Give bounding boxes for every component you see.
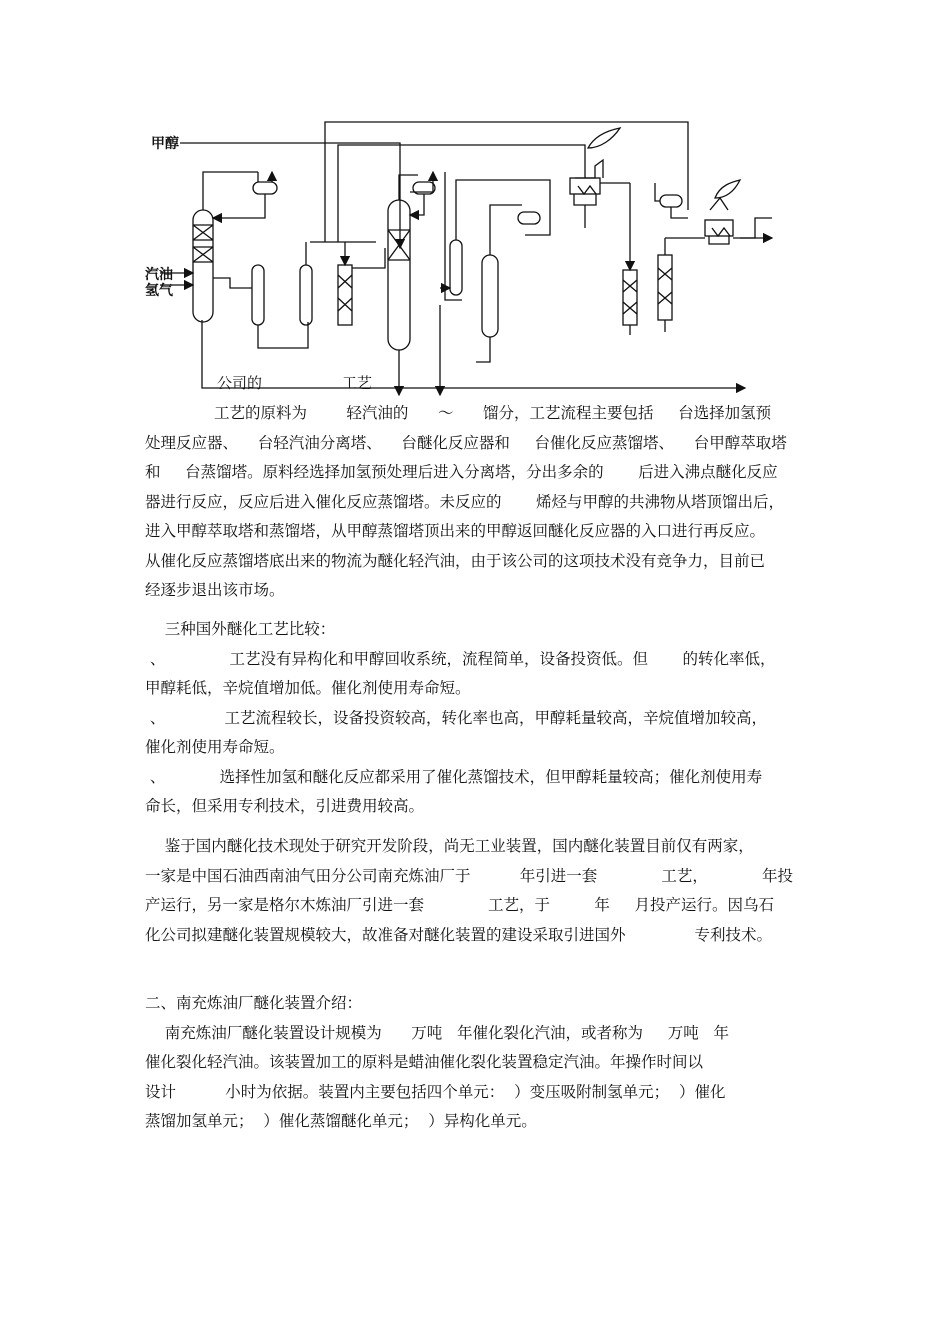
hydrogen-feed-label: 氢气 [145,283,173,299]
text-line: 和 台蒸馏塔。原料经选择加氢预处理后进入分离塔，分出多余的 后进入沸点醚化反应 [145,463,778,481]
isomerization-reactor-1 [623,270,637,325]
separator-column [252,265,264,325]
text-line: 经逐步退出该市场。 [145,581,285,599]
gasoline-feed-label: 汽油 [145,267,173,283]
text-line: 产运行，另一家是格尔木炼油厂引进一套 工艺，于 年 月投产运行。因乌石 [145,896,775,914]
comparison-title: 三种国外醚化工艺比较： [145,620,336,638]
text-line: 化公司拟建醚化装置规模较大，故准备对醚化装置的建设采取引进国外 专利技术。 [145,925,772,944]
text-line: 命长，但采用专利技术，引进费用较高。 [145,797,425,815]
diagram-caption-company: 公司的 [217,374,263,392]
text-line: 、 工艺没有异构化和甲醇回收系统，流程简单，设备投资低。但 的转化率低， [145,649,776,668]
flow-diagram-svg [140,110,780,405]
methanol-distillation-column [482,255,498,337]
text-line: 甲醇耗低，辛烷值增加低。催化剂使用寿命短。 [145,679,471,697]
furnace-2 [705,198,733,244]
process-description-paragraph [145,399,810,606]
section-2 [145,989,810,1137]
diagram-caption-process: 工艺 [342,374,373,392]
recycle-line [325,122,688,242]
text-line: 设计 小时为依据。装置内主要包括四个单元： ）变压吸附制氢单元； ）催化 [145,1082,726,1101]
text-line: 工艺的原料为 轻汽油的 ～ 馏分，工艺流程主要包括 台选择加氢预 [145,404,772,422]
text-line: 、 工艺流程较长，设备投资较高，转化率也高，甲醇耗量较高，辛烷值增加较高， [145,708,768,727]
text-line: 南充炼油厂醚化装置设计规模为 万吨 年催化裂化汽油，或者称为 万吨 年 [145,1023,729,1042]
catalytic-distillation-column [388,200,410,350]
isomerization-reactor-2 [658,255,672,320]
text-line: 、 选择性加氢和醚化反应都采用了催化蒸馏技术，但甲醇耗量较高；催化剂使用寿 [145,767,763,786]
section-heading: 二、南充炼油厂醚化装置介绍： [145,994,363,1012]
text-line: 器进行反应，反应后进入催化反应蒸馏塔。未反应的 烯烃与甲醇的共沸物从塔顶馏出后， [145,492,784,511]
comparison-section [145,615,810,822]
text-line: 处理反应器、 台轻汽油分离塔、 台醚化反应器和 台催化反应蒸馏塔、 台甲醇萃取塔 [145,433,787,452]
text-line: 一家是中国石油西南油气田分公司南充炼油厂于 年引进一套 工艺， 年投 [145,866,794,885]
domestic-status-paragraph [145,832,810,950]
text-line: 进入甲醇萃取塔和蒸馏塔，从甲醇蒸馏塔顶出来的甲醇返回醚化反应器的入口进行再反应。 [145,522,766,540]
etherification-reactor [338,265,352,325]
pretreatment-column [193,210,213,322]
text-line: 从催化反应蒸馏塔底出来的物流为醚化轻汽油，由于该公司的这项技术没有竞争力，目前已 [145,551,766,570]
reflux-drum-1 [253,182,277,194]
reflux-drum-3 [518,212,540,224]
process-flow-diagram [140,110,780,405]
text-line: 蒸馏加氢单元； ）催化蒸馏醚化单元； ）异构化单元。 [145,1112,537,1130]
text-line: 催化剂使用寿命短。 [145,738,285,756]
text-line: 催化裂化轻汽油。该装置加工的原料是蜡油催化裂化装置稳定汽油。年操作时间以 [145,1053,704,1071]
text-line: 鉴于国内醚化技术现处于研究开发阶段，尚无工业装置，国内醚化装置目前仅有两家， [145,837,754,855]
etherification-column [300,265,312,325]
bottom-product-line [202,320,745,388]
reflux-drum-4 [660,195,682,207]
furnace-1 [570,160,603,205]
methanol-extraction-column [450,240,462,295]
methanol-feed-label: 甲醇 [151,136,179,152]
